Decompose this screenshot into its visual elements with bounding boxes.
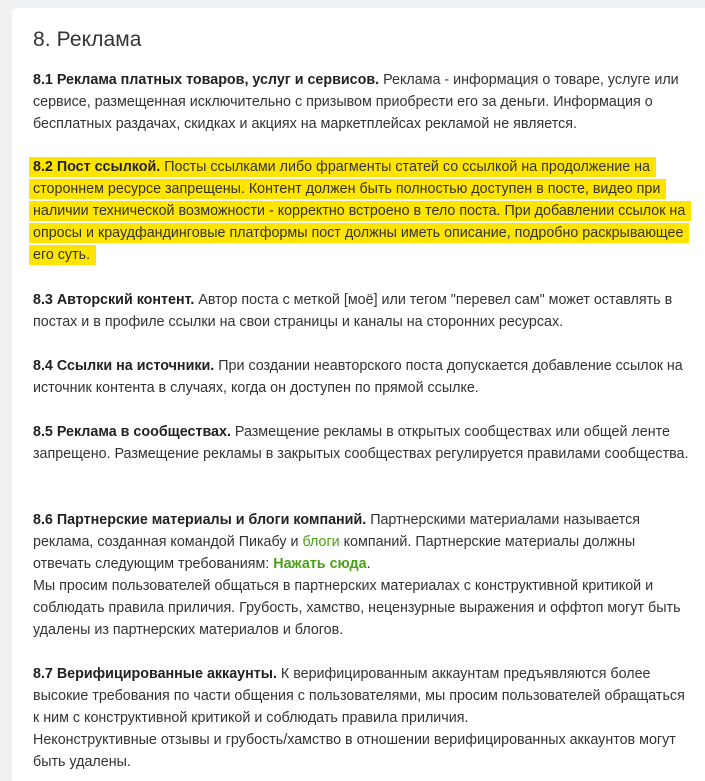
section-heading: 8.5 Реклама в сообществах. <box>33 424 231 440</box>
section-paragraph: Неконструктивные отзывы и грубость/хамство в отношении верифицированных аккаунтов могут быть удалены. <box>33 732 676 770</box>
section-paragraph: Мы просим пользователей общаться в партнерских материалах с конструктивной критикой и соблюдать правила приличия. Грубость, хамство, нецензурные выражения и оффтоп могут быть удалены из партнерских материалов и блогов. <box>33 578 681 638</box>
section-text: Партнерскими материалами называется реклама, созданная командой Пикабу и <box>33 512 641 550</box>
section-text: . <box>366 556 371 572</box>
section-text: При создании неавторского поста допускается добавление ссылок на источник контента в случаях, когда он доступен по прямой ссылке. <box>33 358 683 396</box>
section-text: Размещение рекламы в открытых сообществах или общей ленте запрещено. Размещение рекламы в закрытых сообществах регулируется правилами сообщества. <box>33 424 689 462</box>
section-text: Реклама - информация о товаре, услуге или сервисе, размещенная исключительно с призывом приобрести его за деньги. Информация о бесплатных раздачах, скидках и акциях на маркетплейсах рекламой не является. <box>33 72 679 132</box>
section-8-2 <box>33 156 693 266</box>
section-text: Автор поста с меткой [моё] или тегом "перевел сам" может оставлять в постах и в профиле ссылки на свои страницы и каналы на сторонних ресурсах. <box>33 292 673 330</box>
page-title: 8. Реклама <box>33 28 142 51</box>
rules-card <box>12 8 705 781</box>
section-text: Посты ссылками либо фрагменты статей со ссылкой на продолжение на стороннем ресурсе запрещены. Контент должен быть полностью доступен в посте, видео при наличии технической возможности - корректно встроено в тело поста. При добавлении ссылок на опросы и краудфандинговые платформы пост должны иметь описание, подробно раскрывающее его суть. <box>33 159 686 263</box>
section-8-6 <box>33 509 693 641</box>
section-8-4 <box>33 355 693 399</box>
section-8-3 <box>33 289 693 333</box>
section-text: компаний. Партнерские материалы должны отвечать следующим требованиям: <box>33 534 636 572</box>
section-heading: 8.1 Реклама платных товаров, услуг и сервисов. <box>33 72 380 88</box>
section-8-1 <box>33 69 693 135</box>
section-heading: 8.2 Пост ссылкой. <box>33 159 161 175</box>
section-8-5 <box>33 421 693 465</box>
blogs-link[interactable]: блоги <box>302 534 340 550</box>
section-heading: 8.4 Ссылки на источники. <box>33 358 215 374</box>
section-heading: 8.7 Верифицированные аккаунты. <box>33 666 277 682</box>
highlighted-text <box>29 157 691 265</box>
section-heading: 8.3 Авторский контент. <box>33 292 195 308</box>
section-heading: 8.6 Партнерские материалы и блоги компаний. <box>33 512 367 528</box>
section-text: К верифицированным аккаунтам предъявляются более высокие требования по части общения с пользователями, мы просим пользователей обращаться к ним с конструктивной критикой и соблюдать правила приличия. <box>33 666 685 726</box>
click-here-link[interactable]: Нажать сюда <box>273 556 367 572</box>
section-8-7 <box>33 663 693 773</box>
